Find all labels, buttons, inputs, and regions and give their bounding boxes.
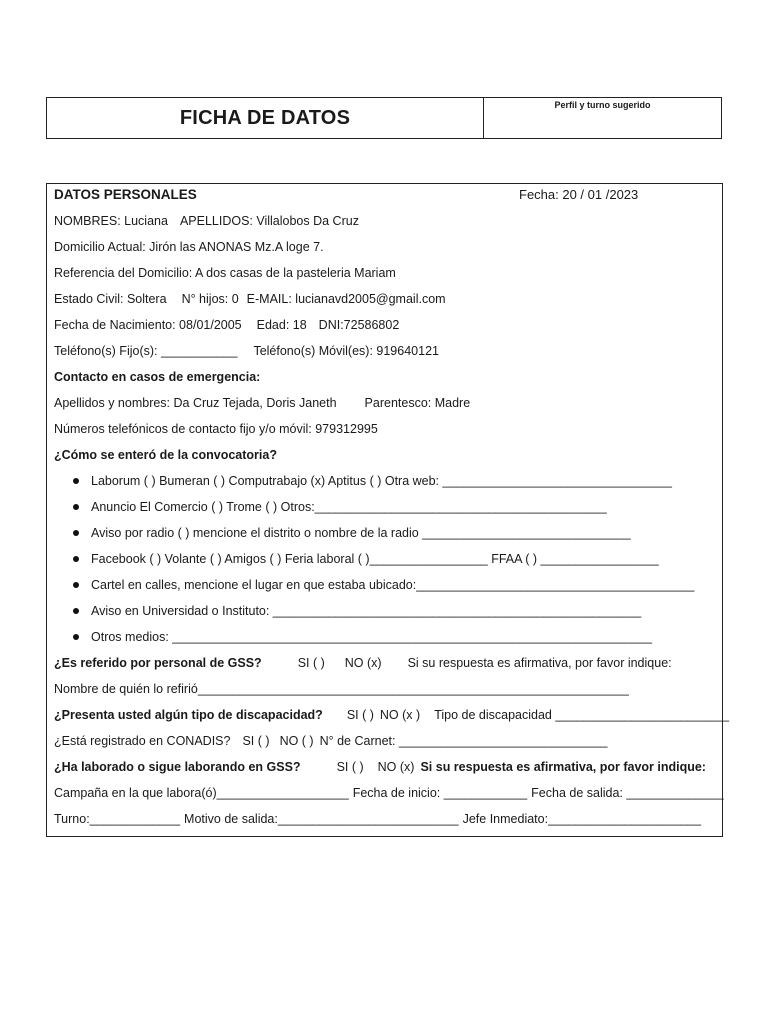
referral-question: ¿Es referido por personal de GSS?: [54, 656, 262, 670]
worked-note: Si su respuesta es afirmativa, por favor indique:: [420, 760, 706, 774]
conadis-question: ¿Está registrado en CONADIS?: [54, 734, 231, 748]
source-question-row: [54, 445, 716, 465]
bullet-icon: [73, 556, 79, 562]
shift-field: Turno:_____________: [54, 812, 181, 826]
source-option-text: Anuncio El Comercio ( ) Trome ( ) Otros:__________________________________________: [91, 500, 607, 514]
date-field: Fecha: 20 / 01 /2023: [519, 187, 639, 202]
referral-row: [54, 653, 716, 673]
worked-no: NO (x): [377, 760, 415, 774]
disability-type-field: Tipo de discapacidad _________________________: [434, 708, 730, 722]
list-item: [73, 497, 716, 517]
section-header-row: [54, 185, 716, 205]
emergency-title: Contacto en casos de emergencia:: [54, 370, 261, 384]
last-name-field: APELLIDOS: Villalobos Da Cruz: [179, 214, 359, 228]
emergency-phones-field: Números telefónicos de contacto fijo y/o móvil: 979312995: [54, 422, 378, 436]
list-item: [73, 523, 716, 543]
bullet-icon: [73, 504, 79, 510]
conadis-yes: SI ( ): [242, 734, 270, 748]
disability-no: NO (x ): [379, 708, 421, 722]
bullet-icon: [73, 530, 79, 536]
referral-no: NO (x): [344, 656, 382, 670]
address-reference-field: Referencia del Domicilio: A dos casas de la pasteleria Mariam: [54, 266, 396, 280]
source-option-text: Laborum ( ) Bumeran ( ) Computrabajo (x) Aptitus ( ) Otra web: _________________________________: [91, 474, 672, 488]
emergency-name-field: Apellidos y nombres: Da Cruz Tejada, Doris Janeth: [54, 396, 337, 410]
list-item: [73, 549, 716, 569]
mobile-field: Teléfono(s) Móvil(es): 919640121: [253, 344, 439, 358]
campaign-row: [54, 783, 724, 803]
disability-row: [54, 705, 730, 725]
list-item: [73, 601, 716, 621]
worked-yes: SI ( ): [336, 760, 364, 774]
supervisor-field: Jefe Inmediato:______________________: [462, 812, 702, 826]
source-option-text: Aviso por radio ( ) mencione el distrito o nombre de la radio ______________________________: [91, 526, 631, 540]
bullet-icon: [73, 582, 79, 588]
carnet-field: N° de Carnet: ______________________________: [319, 734, 608, 748]
first-name-field: NOMBRES: Luciana: [54, 214, 168, 228]
dni-field: DNI:72586802: [318, 318, 400, 332]
bullet-icon: [73, 634, 79, 640]
source-option-text: Aviso en Universidad o Instituto: _____________________________________________________: [91, 604, 642, 618]
children-field: N° hijos: 0: [181, 292, 239, 306]
phones-row: [54, 341, 716, 361]
bullet-icon: [73, 608, 79, 614]
source-question: ¿Cómo se enteró de la convocatoria?: [54, 448, 277, 462]
address-row: [54, 237, 716, 257]
relationship-field: Parentesco: Madre: [364, 396, 471, 410]
conadis-no: NO ( ): [279, 734, 314, 748]
header-table: [46, 97, 722, 139]
page-title: FICHA DE DATOS: [47, 98, 484, 138]
referral-note: Si su respuesta es afirmativa, por favor indique:: [407, 656, 672, 670]
emergency-phones-row: [54, 419, 716, 439]
civil-status-field: Estado Civil: Soltera: [54, 292, 167, 306]
address-field: Domicilio Actual: Jirón las ANONAS Mz.A loge 7.: [54, 240, 324, 254]
birth-date-field: Fecha de Nacimiento: 08/01/2005: [54, 318, 242, 332]
start-date-field: Fecha de inicio: ____________: [352, 786, 528, 800]
profile-shift-label: Perfil y turno sugerido: [554, 100, 651, 110]
names-row: [54, 211, 716, 231]
bullet-icon: [73, 478, 79, 484]
source-option-text: Cartel en calles, mencione el lugar en que estaba ubicado:________________________________________: [91, 578, 695, 592]
worked-row: [54, 757, 716, 777]
conadis-row: [54, 731, 716, 751]
section-title: DATOS PERSONALES: [54, 187, 197, 202]
campaign-field: Campaña en la que labora(ó)___________________: [54, 786, 349, 800]
list-item: [73, 575, 716, 595]
end-date-field: Fecha de salida: ______________: [531, 786, 724, 800]
landline-field: Teléfono(s) Fijo(s): ___________: [54, 344, 238, 358]
referrer-name-field: Nombre de quién lo refirió______________________________________________________________: [54, 682, 629, 696]
personal-data-form: [46, 183, 730, 837]
address-reference-row: [54, 263, 716, 283]
source-option-text: Facebook ( ) Volante ( ) Amigos ( ) Feria laboral ( )_________________ FFAA ( ) _________________: [91, 552, 659, 566]
birth-row: [54, 315, 716, 335]
civil-status-row: [54, 289, 716, 309]
disability-question: ¿Presenta usted algún tipo de discapacidad?: [54, 708, 323, 722]
worked-question: ¿Ha laborado o sigue laborando en GSS?: [54, 760, 301, 774]
emergency-name-row: [54, 393, 716, 413]
referrer-name-row: [54, 679, 716, 699]
email-field: E-MAIL: lucianavd2005@gmail.com: [246, 292, 446, 306]
emergency-title-row: [54, 367, 716, 387]
exit-reason-field: Motivo de salida:__________________________: [184, 812, 459, 826]
age-field: Edad: 18: [256, 318, 307, 332]
disability-yes: SI ( ): [346, 708, 374, 722]
list-item: [73, 627, 716, 647]
list-item: [73, 471, 716, 491]
shift-row: [54, 809, 716, 829]
referral-yes: SI ( ): [297, 656, 325, 670]
source-option-text: Otros medios: _____________________________________________________________________: [91, 630, 652, 644]
